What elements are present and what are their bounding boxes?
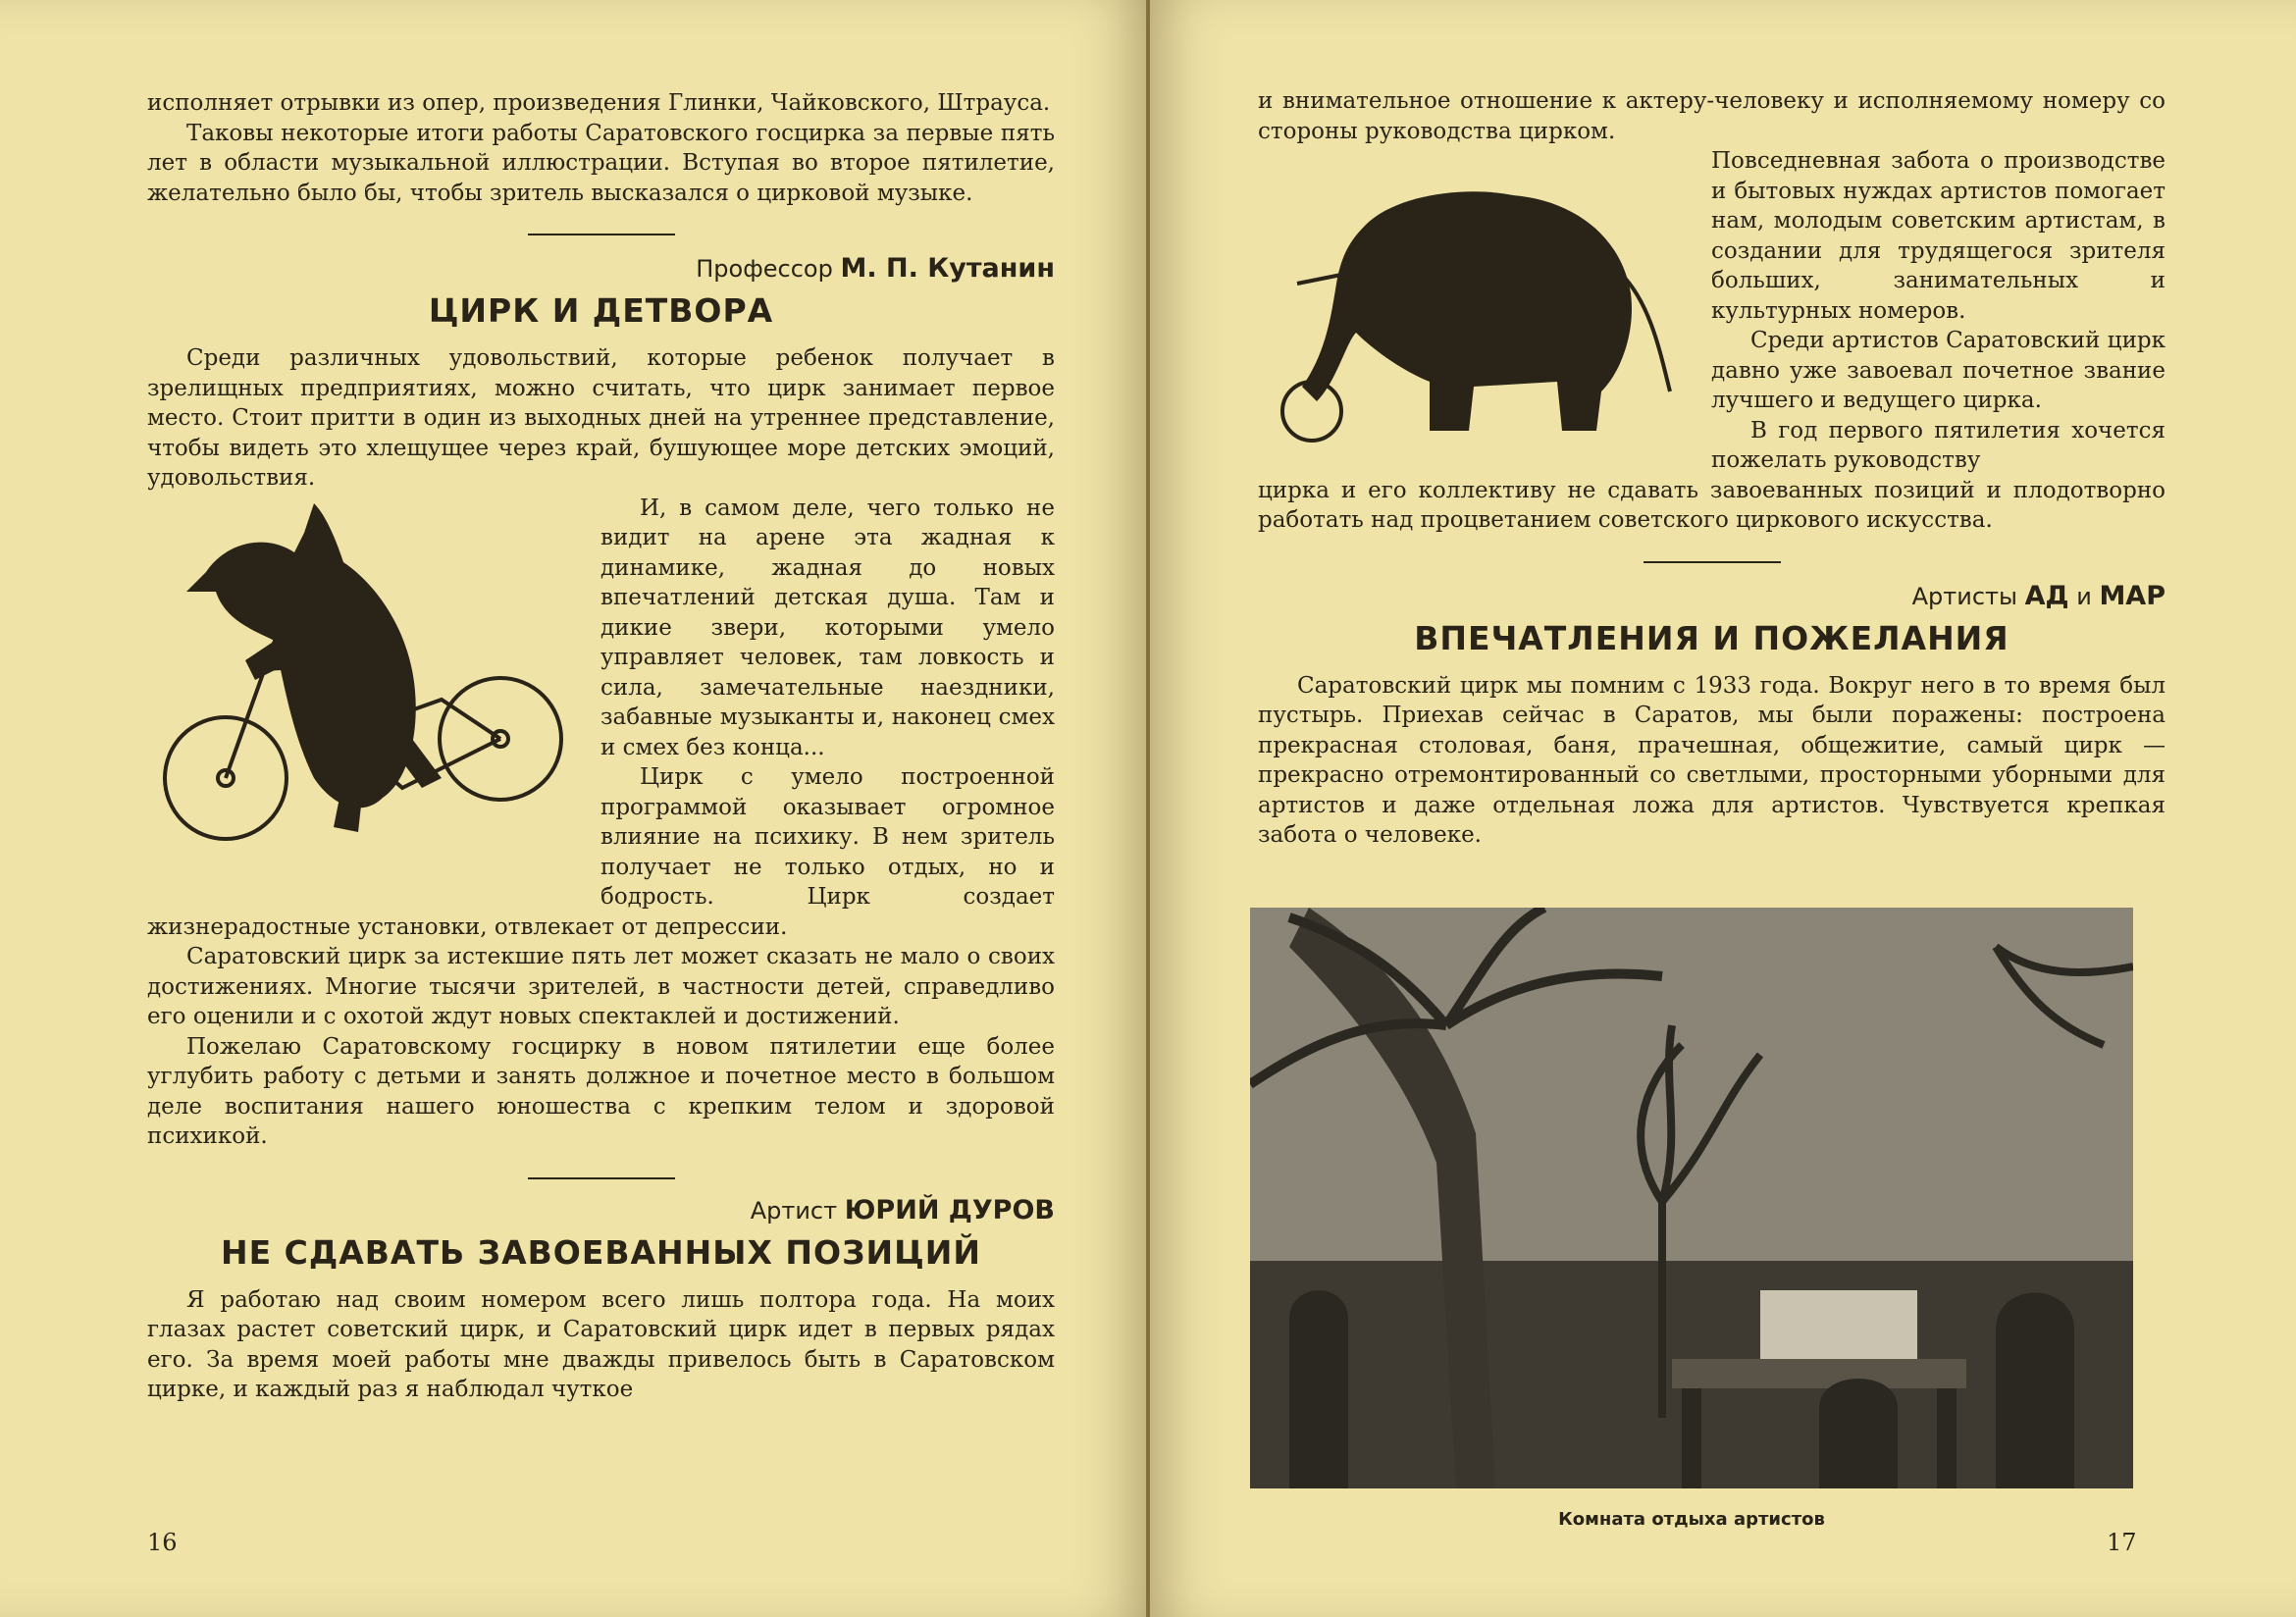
right-page: [1150, 0, 2296, 1617]
article3-author-and: и: [2076, 582, 2092, 610]
right-paragraph-next: Среди артистов Саратовский цирк давно уже завоевал почетное звание лучшего и ведущего цирка.: [1711, 328, 2166, 413]
right-paragraph-last-start: В год первого пятилетия хочется пожелать руководству: [1711, 417, 2166, 473]
article1-paragraph-2: И, в самом деле, чего только не видит на арене эта жадная к динамике, жадная до новых впечатлений детская душа. Там и дикие звери, которыми умело управляет человек, там ловкость и сила, замечательные наездники, забавные музыканты и, наконец смех и смех без конца...: [600, 495, 1055, 760]
article1-paragraph-3: Цирк с умело построенной программой оказывает огромное влияние на психику. В нем зритель получает не только отдых, но и бодрость. Цирк создает жизнерадостные установки, отвлекает от депрессии.: [147, 764, 1055, 940]
article3-heading: ВПЕЧАТЛЕНИЯ И ПОЖЕЛАНИЯ: [1414, 618, 2009, 657]
photo-caption: Комната отдыха артистов: [1558, 1509, 1825, 1530]
page-number-left: 16: [147, 1529, 178, 1556]
article1-author-name: М. П. Кутанин: [840, 253, 1055, 284]
page-number-right: 17: [2107, 1529, 2137, 1556]
artists-lounge-photo: [1250, 908, 2133, 1488]
right-column: [1258, 86, 2166, 851]
left-column: [147, 88, 1055, 1405]
article3-author-title: Артисты: [1911, 582, 2017, 610]
left-page: [0, 0, 1146, 1617]
article2-heading: НЕ СДАВАТЬ ЗАВОЕВАННЫХ ПОЗИЦИЙ: [220, 1232, 981, 1272]
article1-paragraph-4: Саратовский цирк за истекшие пять лет может сказать не мало о своих достижениях. Многие тысячи зрителей, в частности детей, справедливо его оценили и с охотой ждут новых спектаклей и достижений.: [147, 944, 1055, 1029]
right-paragraph-last-end: цирка и его коллективу не сдавать завоеванных позиций и плодотворно работать над процветанием советского циркового искусства.: [1258, 477, 2166, 533]
article2-author-name: ЮРИЙ ДУРОВ: [844, 1194, 1055, 1226]
elephant-with-ball-illustration: [1258, 156, 1690, 450]
continued-text-top: и внимательное отношение к актеру-человеку и исполняемому номеру со стороны руководства цирком.: [1258, 88, 2166, 144]
article3-author: [1258, 581, 2166, 611]
article2-paragraph-1: Я работаю над своим номером всего лишь полтора года. На моих глазах растет советский цирк, и Саратовский цирк идет в первых рядах его. За время моей работы мне дважды привелось быть в Саратовском цирке, и каждый раз я наблюдал чуткое: [147, 1286, 1055, 1402]
article1-author-title: Профессор: [696, 255, 833, 283]
article3-author-name-2: МАР: [2099, 580, 2166, 611]
intro-paragraph-1: исполняет отрывки из опер, произведения Глинки, Чайковского, Штрауса.: [147, 90, 1051, 116]
article2-author: [147, 1195, 1055, 1226]
intro-paragraph-2: Таковы некоторые итоги работы Саратовского госцирка за первые пять лет в области музыкальной иллюстрации. Вступая во второе пятилетие, желательно было бы, чтобы зритель высказался о цирковой музыке.: [147, 120, 1055, 206]
article1-heading: ЦИРК И ДЕТВОРА: [428, 291, 774, 330]
article1-paragraph-1: Среди различных удовольствий, которые ребенок получает в зрелищных предприятиях, можно считать, что цирк занимает первое место. Стоит притти в один из выходных дней на утреннее представление, чтобы видеть это хлещущее через край, бушующее море детских эмоций, удовольствия.: [147, 345, 1055, 491]
article1-author: [147, 253, 1055, 284]
article3-paragraph-1: Саратовский цирк мы помним с 1933 года. Вокруг него в то время был пустырь. Приехав сейчас в Саратов, мы были поражены: построена прекрасная столовая, баня, прачешная, общежитие, самый цирк — прекрасно отремонтированный со светлыми, просторными уборными для артистов и даже отдельная ложа для артистов. Чувствуется крепкая забота о человеке.: [1258, 672, 2166, 848]
bear-on-bicycle-illustration: [147, 494, 579, 886]
article2-author-title: Артист: [750, 1196, 838, 1225]
article3-author-name-1: АД: [2024, 580, 2069, 611]
article1-paragraph-5: Пожелаю Саратовскому госцирку в новом пятилетии еще более углубить работу с детьми и занять должное и почетное место в большом деле воспитания нашего юношества с крепким телом и здоровой психикой.: [147, 1033, 1055, 1149]
continued-text-wrap: Повседневная забота о производстве и бытовых нуждах артистов помогает нам, молодым советским артистам, в создании для трудящегося зрителя больших, занимательных и культурных номеров.: [1711, 148, 2166, 324]
